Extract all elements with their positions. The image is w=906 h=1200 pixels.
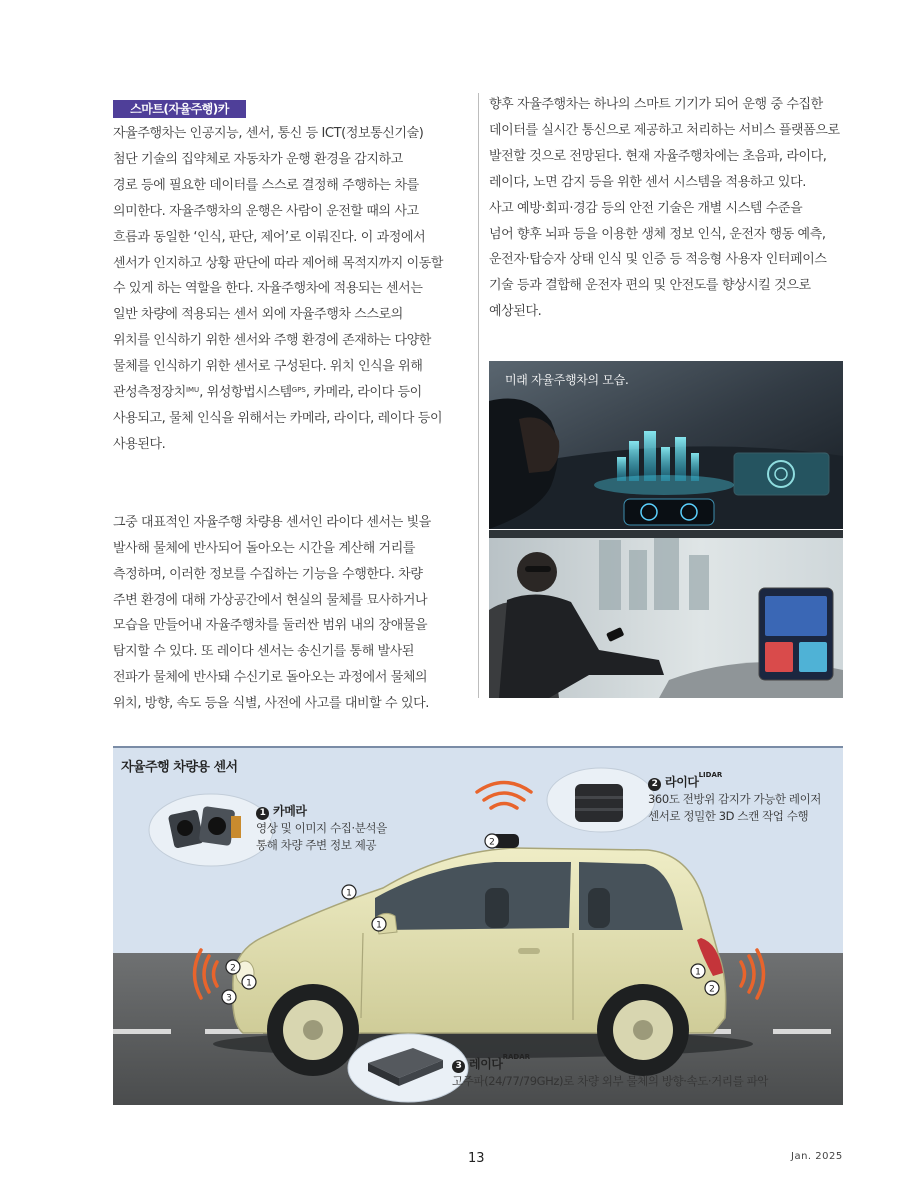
text-line: 발사해 물체에 반사되어 돌아오는 시간을 계산해 거리를 — [113, 540, 416, 556]
marker-camera-rear — [691, 964, 705, 978]
text-line: 향후 자율주행차는 하나의 스마트 기기가 되어 운행 중 수집한 — [489, 97, 823, 112]
camera-desc-line: 영상 및 이미지 수집·분석을 — [256, 821, 387, 835]
marker-camera-front — [242, 975, 256, 989]
radar-description: 고주파(24/77/79GHz)로 차량 외부 물체의 방향·속도·거리를 파악 — [452, 1074, 768, 1088]
text-line: 첨단 기술의 집약체로 자동차가 운행 환경을 감지하고 — [113, 151, 403, 167]
camera-number-badge: 1 — [256, 807, 269, 820]
radar-name: 레이다 — [469, 1057, 503, 1071]
marker-lidar-roof — [485, 834, 499, 848]
marker-lidar-front — [226, 960, 240, 974]
text-line: 일반 차량에 적용되는 센서 외에 자율주행차 스스로의 — [113, 307, 403, 323]
sensor-infographic — [113, 746, 843, 1105]
text-line: 기술 등과 결합해 운전자 편의 및 안전도를 향상시킬 것으로 — [489, 278, 811, 294]
text-line: 의미한다. 자율주행차의 운행은 사람이 운전할 때의 사고 — [113, 203, 419, 219]
photo-passenger-phone — [489, 530, 843, 698]
lidar-signal-waves — [477, 783, 531, 809]
marker-number: 1 — [376, 920, 382, 931]
text-line: 사고 예방·회피·경감 등의 안전 기술은 개별 시스템 수준을 — [489, 200, 803, 216]
lidar-name: 라이다 — [665, 775, 699, 789]
right-article-column — [489, 92, 844, 325]
camera-label-title — [256, 802, 307, 820]
lidar-superscript: LIDAR — [698, 771, 723, 779]
lidar-label-title — [648, 773, 722, 791]
lidar-device-image — [575, 784, 623, 822]
marker-number: 1 — [346, 888, 352, 899]
camera-desc-line: 통해 차량 주변 정보 제공 — [256, 838, 377, 852]
text-line: 운전자·탑승자 상태 인식 및 인증 등 적응형 사용자 인터페이스 — [489, 252, 827, 268]
camera-description — [256, 820, 387, 854]
marker-camera-windshield-upper — [342, 885, 356, 899]
text-line: 주변 환경에 대해 가상공간에서 현실의 물체를 묘사하거나 — [113, 592, 428, 608]
text-line: 센서가 인지하고 상황 판단에 따라 제어해 목적지까지 이동할 — [113, 255, 444, 271]
photo-driver-hologram — [489, 361, 843, 529]
text-line: 경로 등에 필요한 데이터를 스스로 결정해 주행하는 차를 — [113, 177, 419, 193]
column-divider — [478, 93, 479, 698]
lidar-number-badge: 2 — [648, 778, 661, 791]
section-tag: 스마트(자율주행)카 — [113, 100, 246, 118]
issue-date: Jan. 2025 — [791, 1151, 843, 1162]
marker-number: 1 — [695, 967, 701, 978]
photo-caption: 미래 자율주행차의 모습. — [505, 373, 629, 387]
text-line: 측정하며, 이러한 정보를 수집하는 기능을 수행한다. 차량 — [113, 566, 423, 582]
text-fragment: 관성측정장치 — [113, 385, 186, 401]
text-line: 위치, 방향, 속도 등을 식별, 사전에 사고를 대비할 수 있다. — [113, 696, 429, 712]
radar-label-title — [452, 1055, 530, 1073]
text-line-with-superscripts — [113, 380, 463, 406]
text-line: 물체를 인식하기 위한 센서로 구성된다. 위치 인식을 위해 — [113, 359, 423, 375]
marker-radar-front — [222, 990, 236, 1004]
text-line: 발전할 것으로 전망된다. 현재 자율주행차에는 초음파, 라이다, — [489, 148, 827, 164]
text-line: 자율주행차는 인공지능, 센서, 통신 등 ICT(정보통신기술) — [113, 126, 424, 141]
page-number: 13 — [468, 1151, 485, 1166]
text-fragment: , 카메라, 라이다 등이 — [305, 385, 422, 401]
left-article-column — [113, 121, 463, 717]
marker-number: 2 — [230, 963, 236, 974]
text-line: 레이다, 노면 감지 등을 위한 센서 시스템을 적용하고 있다. — [489, 174, 806, 190]
text-line: 그중 대표적인 자율주행 차량용 센서인 라이다 센서는 빛을 — [113, 514, 431, 530]
text-line: 데이터를 실시간 통신으로 제공하고 처리하는 서비스 플랫폼으로 — [489, 122, 840, 138]
car-front-window — [375, 862, 571, 930]
text-line: 탐지할 수 있다. 또 레이다 센서는 송신기를 통해 발사된 — [113, 644, 415, 660]
text-line: 예상된다. — [489, 304, 542, 320]
lidar-desc-line: 센서로 정밀한 3D 스캔 작업 수행 — [648, 809, 809, 823]
text-line: 모습을 만들어내 자율주행차를 둘러싼 범위 내의 장애물을 — [113, 618, 428, 634]
lidar-desc-line: 360도 전방위 감지가 가능한 레이저 — [648, 792, 821, 806]
marker-number: 1 — [246, 978, 252, 989]
marker-number: 2 — [489, 837, 495, 848]
marker-number: 2 — [709, 984, 715, 995]
infographic-title: 자율주행 차량용 센서 — [121, 760, 238, 775]
text-line: 전파가 물체에 반사돼 수신기로 돌아오는 과정에서 물체의 — [113, 670, 428, 686]
superscript-gps: GPS — [291, 386, 306, 395]
marker-camera-windshield-lower — [372, 917, 386, 931]
text-line: 사용되고, 물체 인식을 위해서는 카메라, 라이다, 레이다 등이 — [113, 410, 443, 426]
radar-superscript: RADAR — [502, 1053, 531, 1061]
car-front-wheel — [267, 984, 359, 1076]
car-rear-wheel — [597, 984, 689, 1076]
superscript-imu: IMU — [185, 386, 200, 395]
text-line: 넘어 향후 뇌파 등을 이용한 생체 정보 인식, 운전자 행동 예측, — [489, 226, 826, 242]
text-line: 흐름과 동일한 ‘인식, 판단, 제어’로 이뤄진다. 이 과정에서 — [113, 229, 426, 245]
text-line: 사용된다. — [113, 436, 166, 452]
marker-number: 3 — [226, 993, 232, 1004]
lidar-description — [648, 791, 821, 825]
text-fragment: , 위성항법시스템 — [199, 385, 292, 401]
radar-number-badge: 3 — [452, 1060, 465, 1073]
text-line: 수 있게 하는 역할을 한다. 자율주행차에 적용되는 센서는 — [113, 281, 423, 297]
marker-lidar-rear — [705, 981, 719, 995]
camera-name: 카메라 — [273, 804, 307, 818]
text-line: 위치를 인식하기 위한 센서와 주행 환경에 존재하는 다양한 — [113, 333, 431, 349]
